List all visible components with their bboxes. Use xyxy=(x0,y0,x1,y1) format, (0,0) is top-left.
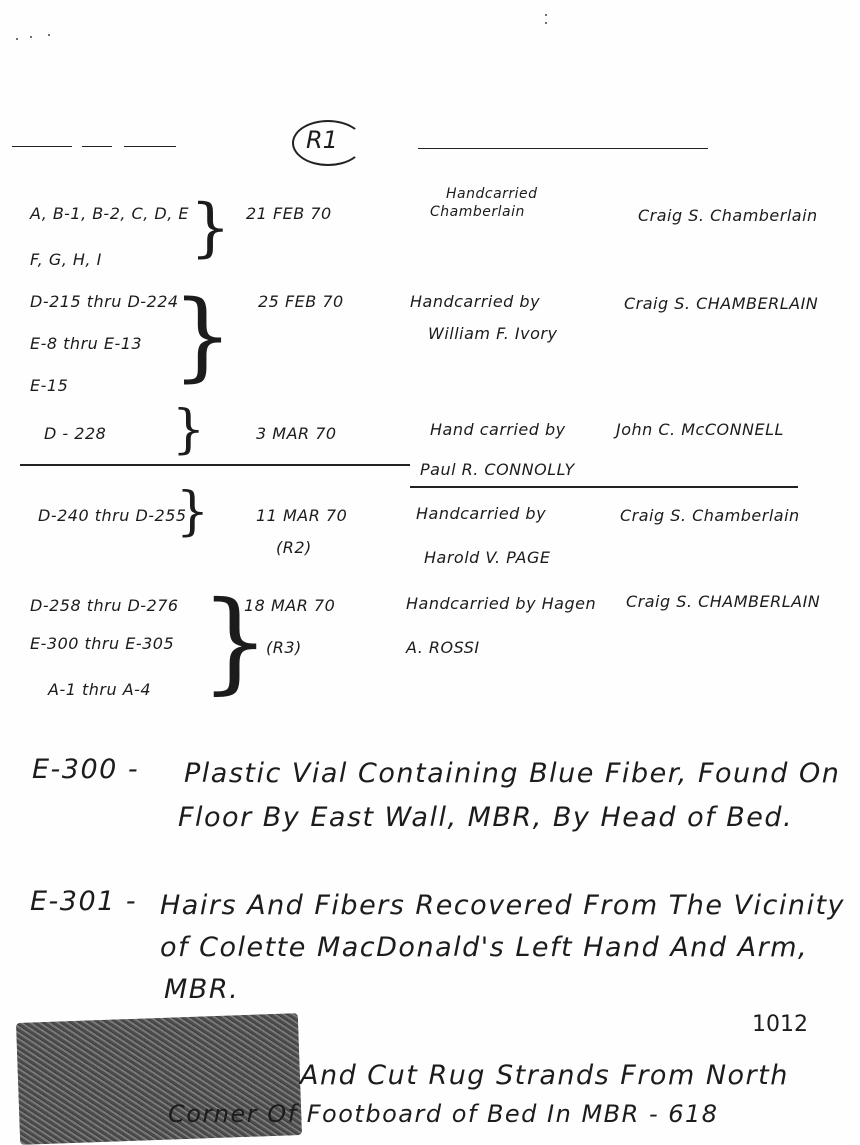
row4-method0: Handcarried by Hagen xyxy=(406,594,597,613)
row0-person: Craig S. Chamberlain xyxy=(638,206,818,225)
row0-item0: A, B-1, B-2, C, D, E xyxy=(30,204,189,223)
entry1-line0: Hairs And Fibers Recovered From The Vicinity xyxy=(160,890,846,921)
row2-method1: Paul R. CONNOLLY xyxy=(420,460,575,479)
row3-date: 11 MAR 70 xyxy=(256,506,348,525)
header-mark: R1 xyxy=(306,126,338,154)
entry2-line1: Corner Of Footboard of Bed In MBR - 618 xyxy=(168,1100,719,1128)
row1-method1: William F. Ivory xyxy=(428,324,558,343)
row1-item1: E-8 thru E-13 xyxy=(30,334,143,353)
row3-person: Craig S. Chamberlain xyxy=(620,506,800,525)
speck xyxy=(16,38,18,40)
row1-item2: E-15 xyxy=(30,376,69,395)
row4-item0: D-258 thru D-276 xyxy=(30,596,179,615)
header-rule-left2 xyxy=(82,146,112,147)
row3-method1: Harold V. PAGE xyxy=(424,548,551,567)
entry1-line2: MBR. xyxy=(164,974,240,1005)
row2-method0: Hand carried by xyxy=(430,420,566,439)
row4-item2: A-1 thru A-4 xyxy=(48,680,152,699)
row4-item1: E-300 thru E-305 xyxy=(30,634,175,653)
entry2-line0: And Cut Rug Strands From North xyxy=(300,1060,789,1091)
row0-date: 21 FEB 70 xyxy=(246,204,332,223)
row3-item0: D-240 thru D-255 xyxy=(38,506,187,525)
header-rule-right xyxy=(418,148,708,149)
row1-person: Craig S. CHAMBERLAIN xyxy=(624,294,819,313)
row4-date: 18 MAR 70 xyxy=(244,596,336,615)
row4-tag: (R3) xyxy=(266,638,302,657)
speck xyxy=(545,22,547,24)
header-rule-left xyxy=(12,146,72,147)
row2-item0: D - 228 xyxy=(44,424,107,443)
entry1-line1: of Colette MacDonald's Left Hand And Arm, xyxy=(160,932,809,963)
speck xyxy=(30,36,32,38)
row0-method1: Chamberlain xyxy=(430,204,525,220)
row3-tag: (R2) xyxy=(276,538,312,557)
section-divider-left xyxy=(20,464,410,466)
section-divider-right xyxy=(410,486,798,488)
row1-method0: Handcarried by xyxy=(410,292,541,311)
row1-brace: } xyxy=(172,280,234,392)
row2-person: John C. McCONNELL xyxy=(616,420,784,439)
row4-method1: A. ROSSI xyxy=(406,638,480,657)
header-rule-left3 xyxy=(124,146,176,147)
row0-brace: } xyxy=(190,191,231,265)
page-number: 1012 xyxy=(752,1012,808,1037)
entry0-line1: Floor By East Wall, MBR, By Head of Bed. xyxy=(178,802,794,833)
row4-brace: } xyxy=(200,577,270,705)
row1-item0: D-215 thru D-224 xyxy=(30,292,179,311)
entry1-id: E-301 - xyxy=(30,886,138,917)
speck xyxy=(48,34,50,36)
row3-method0: Handcarried by xyxy=(416,504,547,523)
row2-brace: } xyxy=(172,400,206,460)
row0-item1: F, G, H, I xyxy=(30,250,102,269)
row2-date: 3 MAR 70 xyxy=(256,424,337,443)
row0-method0: Handcarried xyxy=(446,186,538,202)
speck xyxy=(545,14,547,16)
row1-date: 25 FEB 70 xyxy=(258,292,344,311)
row4-person: Craig S. CHAMBERLAIN xyxy=(626,592,821,611)
row3-brace: } xyxy=(176,482,210,542)
entry0-id: E-300 - xyxy=(32,754,140,785)
entry0-line0: Plastic Vial Containing Blue Fiber, Found On xyxy=(184,758,841,789)
